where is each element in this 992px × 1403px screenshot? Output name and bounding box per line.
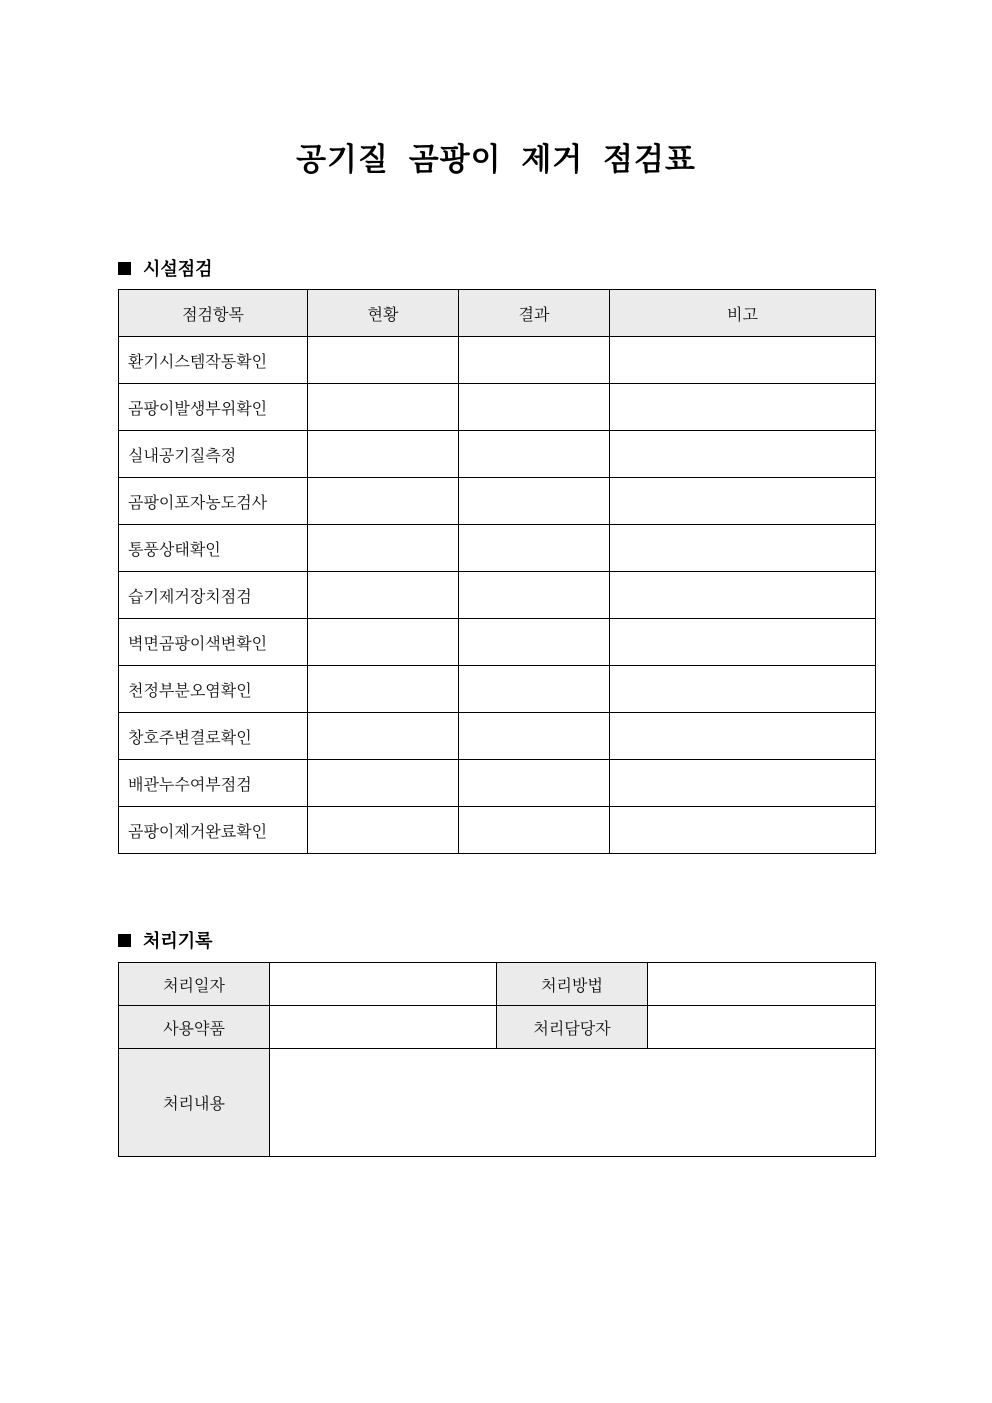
status-cell[interactable] <box>308 525 459 572</box>
result-cell[interactable] <box>459 807 610 854</box>
note-cell[interactable] <box>610 384 876 431</box>
table-row <box>119 431 876 478</box>
table-header-row <box>119 290 876 337</box>
result-cell[interactable] <box>459 525 610 572</box>
table-row <box>119 666 876 713</box>
result-cell[interactable] <box>459 760 610 807</box>
treatment-date-label: 처리일자 <box>119 963 270 1006</box>
note-cell[interactable] <box>610 807 876 854</box>
table-row <box>119 807 876 854</box>
table-row <box>119 713 876 760</box>
note-cell[interactable] <box>610 619 876 666</box>
status-cell[interactable] <box>308 619 459 666</box>
status-cell[interactable] <box>308 384 459 431</box>
table-row <box>119 478 876 525</box>
section-heading-label: 처리기록 <box>143 931 213 952</box>
column-header-note: 비고 <box>610 290 876 337</box>
table-row <box>119 525 876 572</box>
facility-inspection-table <box>118 289 876 854</box>
inspection-item-label: 통풍상태확인 <box>119 525 308 572</box>
treatment-record-table <box>118 962 876 1157</box>
inspection-item-label: 환기시스템작동확인 <box>119 337 308 384</box>
square-bullet-icon <box>118 934 131 947</box>
treatment-manager-label: 처리담당자 <box>497 1006 648 1049</box>
square-bullet-icon <box>118 262 131 275</box>
table-row <box>119 760 876 807</box>
inspection-item-label: 곰팡이제거완료확인 <box>119 807 308 854</box>
table-row <box>119 963 876 1006</box>
status-cell[interactable] <box>308 478 459 525</box>
note-cell[interactable] <box>610 431 876 478</box>
inspection-item-label: 벽면곰팡이색변확인 <box>119 619 308 666</box>
chemical-used-label: 사용약품 <box>119 1006 270 1049</box>
note-cell[interactable] <box>610 666 876 713</box>
status-cell[interactable] <box>308 572 459 619</box>
table-row <box>119 384 876 431</box>
status-cell[interactable] <box>308 807 459 854</box>
status-cell[interactable] <box>308 760 459 807</box>
table-row <box>119 619 876 666</box>
result-cell[interactable] <box>459 431 610 478</box>
table-row <box>119 572 876 619</box>
chemical-used-field[interactable] <box>270 1006 497 1049</box>
status-cell[interactable] <box>308 431 459 478</box>
column-header-item: 점검항목 <box>119 290 308 337</box>
column-header-status: 현황 <box>308 290 459 337</box>
section-heading-label: 시설점검 <box>143 259 213 280</box>
note-cell[interactable] <box>610 337 876 384</box>
inspection-item-label: 천정부분오염확인 <box>119 666 308 713</box>
table-row <box>119 1049 876 1157</box>
section-heading-treatment-record <box>118 927 213 953</box>
column-header-result: 결과 <box>459 290 610 337</box>
treatment-manager-field[interactable] <box>648 1006 876 1049</box>
result-cell[interactable] <box>459 666 610 713</box>
result-cell[interactable] <box>459 713 610 760</box>
result-cell[interactable] <box>459 478 610 525</box>
note-cell[interactable] <box>610 713 876 760</box>
treatment-method-label: 처리방법 <box>497 963 648 1006</box>
result-cell[interactable] <box>459 337 610 384</box>
inspection-item-label: 곰팡이발생부위확인 <box>119 384 308 431</box>
table-row <box>119 337 876 384</box>
inspection-item-label: 습기제거장치점검 <box>119 572 308 619</box>
treatment-method-field[interactable] <box>648 963 876 1006</box>
result-cell[interactable] <box>459 619 610 666</box>
treatment-date-field[interactable] <box>270 963 497 1006</box>
status-cell[interactable] <box>308 337 459 384</box>
note-cell[interactable] <box>610 760 876 807</box>
note-cell[interactable] <box>610 572 876 619</box>
treatment-content-field[interactable] <box>270 1049 876 1157</box>
status-cell[interactable] <box>308 713 459 760</box>
treatment-content-label: 처리내용 <box>119 1049 270 1157</box>
page-title: 공기질 곰팡이 제거 점검표 <box>296 142 696 178</box>
section-heading-facility-inspection <box>118 255 213 281</box>
status-cell[interactable] <box>308 666 459 713</box>
inspection-item-label: 실내공기질측정 <box>119 431 308 478</box>
inspection-item-label: 곰팡이포자농도검사 <box>119 478 308 525</box>
result-cell[interactable] <box>459 384 610 431</box>
inspection-item-label: 배관누수여부점검 <box>119 760 308 807</box>
note-cell[interactable] <box>610 525 876 572</box>
result-cell[interactable] <box>459 572 610 619</box>
inspection-item-label: 창호주변결로확인 <box>119 713 308 760</box>
note-cell[interactable] <box>610 478 876 525</box>
table-row <box>119 1006 876 1049</box>
